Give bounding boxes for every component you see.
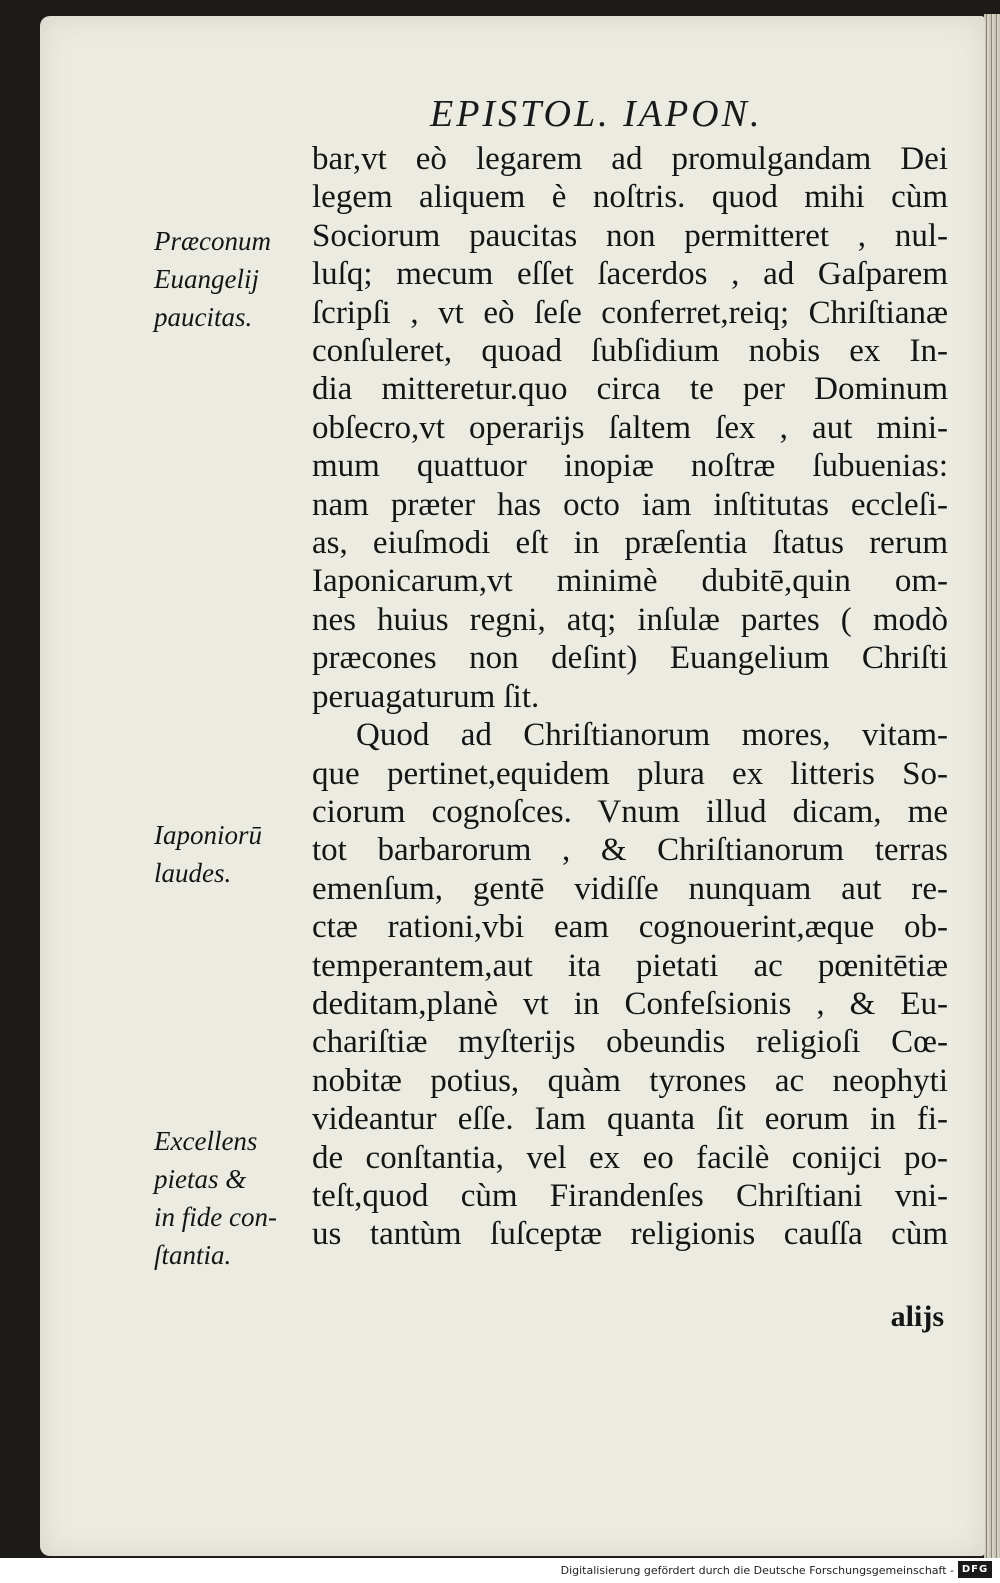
- text-line: conſuleret, quoad ſubſidium nobis ex In-: [312, 333, 948, 370]
- text-line: que pertinet,equidem plura ex litteris So-: [312, 755, 948, 792]
- marginal-line: pietas &: [154, 1164, 247, 1194]
- text-line: chariſtiæ myſterijs obeundis religioſi Cœ-: [312, 1024, 948, 1061]
- marginal-note-piety: [154, 1122, 277, 1274]
- running-head: EPISTOL. IAPON.: [430, 93, 763, 135]
- page-edge-stack: [984, 14, 1000, 1558]
- text-line: obſecro,vt operarijs ſaltem ſex , aut mini-: [312, 409, 948, 446]
- text-line: ctæ rationi,vbi eam cognouerint,æque ob-: [312, 909, 948, 946]
- text-line: ſcripſi , vt eò ſeſe conferret,reiq; Chriſtianæ: [312, 294, 948, 331]
- footer-credit: Digitalisierung gefördert durch die Deutsche Forschungsgemeinschaft -: [560, 1564, 954, 1577]
- marginal-line: ſtantia.: [154, 1240, 232, 1270]
- text-line: ciorum cognoſces. Vnum illud dicam, me: [312, 793, 948, 830]
- text-line: temperantem,aut ita pietati ac pœnitētiæ: [312, 947, 948, 984]
- text-line: mum quattuor inopiæ noſtræ ſubuenias:: [312, 448, 948, 485]
- text-line: Sociorum paucitas non permitteret , nul-: [312, 217, 948, 254]
- text-line: teſt,quod cùm Firandenſes Chriſtiani vni-: [312, 1177, 948, 1214]
- marginal-line: in fide con-: [154, 1202, 277, 1232]
- body-text: [312, 140, 948, 1254]
- marginal-line: Præconum: [154, 226, 271, 256]
- text-line: dia mitteretur.quo circa te per Dominum: [312, 371, 948, 408]
- marginal-note-japanese-praise: [154, 816, 262, 892]
- marginal-line: paucitas.: [154, 302, 253, 332]
- text-line: deditam,planè vt in Confeſsionis , & Eu-: [312, 985, 948, 1022]
- marginal-line: Excellens: [154, 1126, 258, 1156]
- text-line: us tantùm ſuſceptæ religionis cauſſa cùm: [312, 1216, 948, 1253]
- text-line: bar,vt eò legarem ad promulgandam Dei: [312, 141, 948, 177]
- text-line: tot barbarorum , & Chriſtianorum terras: [312, 832, 948, 869]
- text-line: nes huius regni, atq; inſulæ partes ( modò: [312, 601, 948, 638]
- text-line: emenſum, gentē vidiſſe nunquam aut re-: [312, 870, 948, 907]
- marginal-line: Euangelij: [154, 264, 259, 294]
- text-line: luſq; mecum eſſet ſacerdos , ad Gaſparem: [312, 256, 948, 293]
- text-line: as, eiuſmodi eſt in præſentia ſtatus rerum: [312, 525, 948, 562]
- text-line: Iaponicarum,vt minimè dubitē,quin om-: [312, 563, 948, 600]
- catchword: alijs: [890, 1300, 944, 1333]
- text-line: peruagaturum ſit.: [312, 678, 540, 715]
- marginal-line: Iaponiorū: [154, 820, 262, 850]
- marginal-note-preachers: [154, 222, 271, 336]
- text-line: nobitæ potius, quàm tyrones ac neophyti: [312, 1062, 948, 1099]
- text-line: de conſtantia, vel ex eo facilè conijci po-: [312, 1139, 948, 1176]
- text-line: Quod ad Chriſtianorum mores, vitam-: [356, 717, 948, 754]
- text-line: nam præter has octo iam inſtitutas eccleſi-: [312, 486, 948, 523]
- text-line: præcones non deſint) Euangelium Chriſti: [312, 640, 948, 677]
- dfg-logo: DFG: [958, 1561, 992, 1578]
- text-line: videantur eſſe. Iam quanta ſit eorum in fi-: [312, 1101, 948, 1138]
- text-line: legem aliquem è noſtris. quod mihi cùm: [312, 179, 948, 216]
- marginal-line: laudes.: [154, 858, 232, 888]
